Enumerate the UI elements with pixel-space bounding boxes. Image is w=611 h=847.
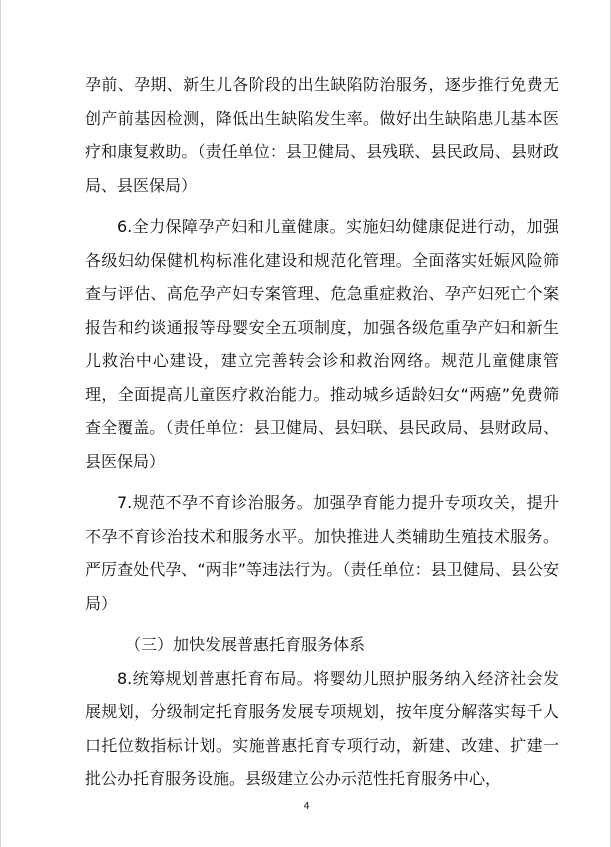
section-heading: （三）加快发展普惠托育服务体系: [125, 635, 366, 654]
paragraph-item-6: 6.全力保障孕产妇和儿童健康。实施妇幼健康促进行动，加强各级妇幼保健机构标准化建设和规范化管理。全面落实妊娠风险筛查与评估、高危孕产妇专案管理、危急重症救治、孕产妇死亡个案报告和约谈通报等母婴安全五项制度，加强各级危重孕产妇和新生儿救治中心建设，建立完善转会诊和救治网络。规范儿童健康管理，全面提高儿童医疗救治能力。推动城乡适龄妇女“两癌”免费筛查全覆盖。（责任单位：县卫健局、县妇联、县民政局、县财政局、县医保局）: [85, 217, 559, 471]
page-number: 4: [303, 801, 310, 812]
paragraph-item-7: 7.规范不孕不育诊治服务。加强孕育能力提升专项攻关，提升不孕不育诊治技术和服务水平。加快推进人类辅助生殖技术服务。严厉查处代孕、“两非”等违法行为。（责任单位：县卫健局、县公安局）: [85, 493, 559, 613]
paragraph-item-8: 8.统筹规划普惠托育布局。将婴幼儿照护服务纳入经济社会发展规划，分级制定托育服务发展专项规划，按年度分解落实每千人口托位数指标计划。实施普惠托育专项行动，新建、改建、扩建一批公办托育服务设施。县级建立公办示范性托育服务中心，: [85, 668, 559, 788]
paragraph-continuation: 孕前、孕期、新生儿各阶段的出生缺陷防治服务，逐步推行免费无创产前基因检测，降低出生缺陷发生率。做好出生缺陷患儿基本医疗和康复救助。（责任单位：县卫健局、县残联、县民政局、县财政局、县医保局）: [85, 75, 559, 195]
page-content: [85, 68, 559, 796]
